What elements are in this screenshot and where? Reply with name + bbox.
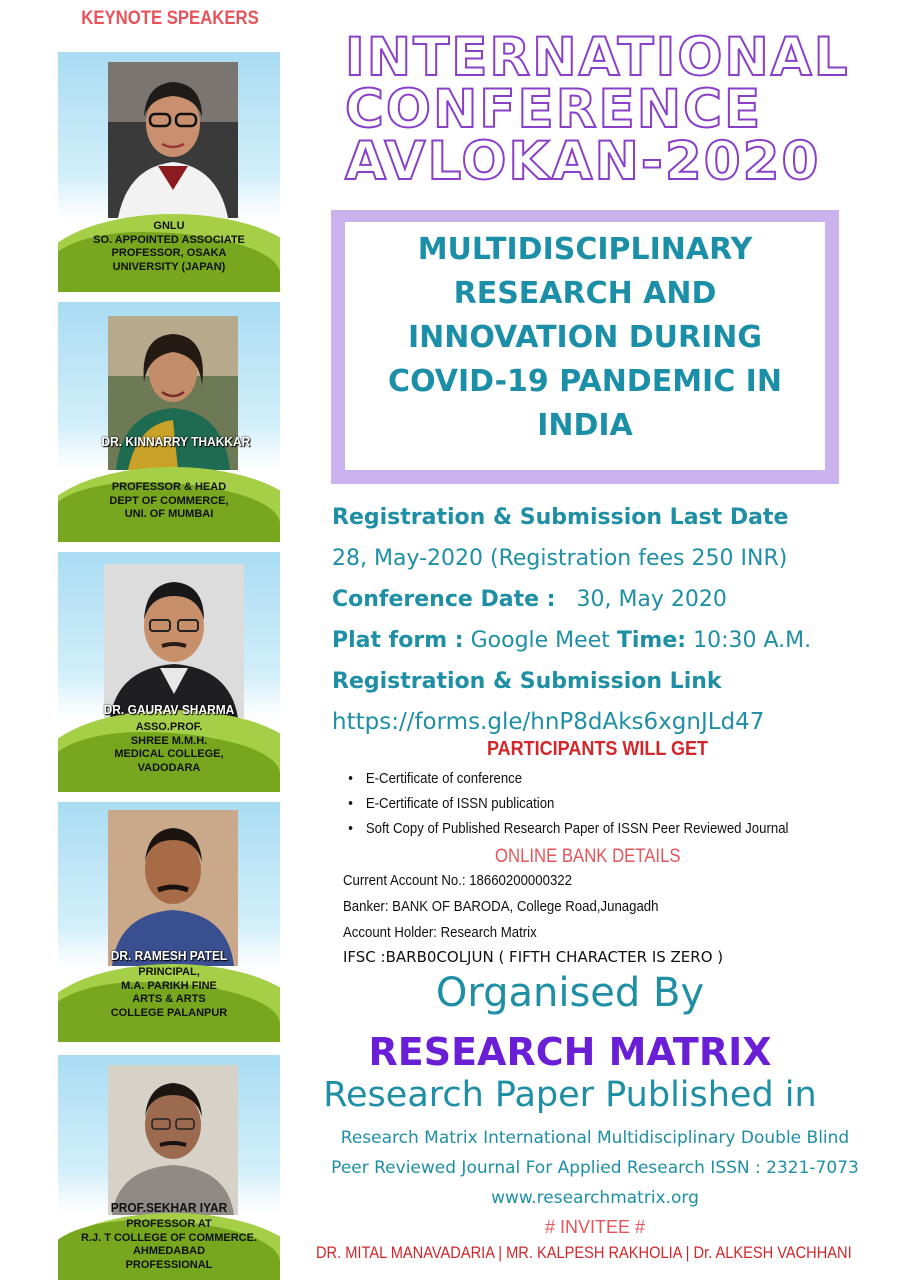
speaker-photo bbox=[108, 810, 238, 966]
speaker-name: PROF.SEKHAR IYAR bbox=[110, 1200, 228, 1215]
conference-date-value: 30, May 2020 bbox=[576, 587, 727, 612]
speaker-photo bbox=[108, 1065, 238, 1215]
bank-account: Current Account No.: 18660200000322 bbox=[343, 872, 572, 889]
time-label: Time: bbox=[616, 628, 687, 653]
speaker-card bbox=[58, 552, 280, 792]
platform-label: Plat form : bbox=[332, 628, 464, 653]
speaker-name: DR. GAURAV SHARMA bbox=[103, 702, 235, 717]
journal-line-1: Research Matrix International Multidisciplinary Double Blind bbox=[340, 1128, 850, 1148]
bank-heading: ONLINE BANK DETAILS bbox=[495, 846, 681, 867]
list-item: • E-Certificate of conference bbox=[350, 766, 788, 791]
keynote-title: KEYNOTE SPEAKERS bbox=[81, 8, 259, 29]
speaker-name: DR. RAMESH PATEL bbox=[110, 948, 228, 963]
registration-heading: Registration & Submission Last Date bbox=[332, 505, 789, 530]
list-item: • Soft Copy of Published Research Paper of ISSN Peer Reviewed Journal bbox=[350, 816, 788, 841]
time-value: 10:30 A.M. bbox=[693, 628, 812, 653]
bank-ifsc: IFSC :BARB0COLJUN ( FIFTH CHARACTER IS ZERO ) bbox=[343, 948, 724, 966]
organiser-name: RESEARCH MATRIX bbox=[368, 1030, 772, 1074]
speaker-card bbox=[58, 52, 280, 292]
conference-date bbox=[332, 587, 727, 612]
speaker-card bbox=[58, 1055, 280, 1280]
invitee-heading: # INVITEE # bbox=[544, 1217, 646, 1237]
conference-title-line2: CONFERENCE bbox=[345, 79, 763, 140]
speaker-card bbox=[58, 302, 280, 542]
journal-line-2: Peer Reviewed Journal For Applied Research ISSN : 2321-7073 bbox=[331, 1158, 859, 1178]
speaker-description: PRINCIPAL, M.A. PARIKH FINE ARTS & ARTS COLLEGE PALANPUR bbox=[110, 966, 228, 1019]
participants-heading: PARTICIPANTS WILL GET bbox=[487, 738, 708, 760]
conference-title-line1: INTERNATIONAL bbox=[345, 27, 850, 88]
speaker-description: ASSO.PROF. SHREE M.M.H. MEDICAL COLLEGE, VADODARA bbox=[114, 721, 224, 774]
bank-banker: Banker: BANK OF BARODA, College Road,Junagadh bbox=[343, 898, 659, 915]
platform-value: Google Meet bbox=[470, 628, 610, 653]
speaker-card bbox=[58, 802, 280, 1042]
link-heading: Registration & Submission Link bbox=[332, 669, 722, 694]
speaker-description: PROFESSOR AT R.J. T COLLEGE OF COMMERCE. AHMEDABAD PROFESSIONAL bbox=[80, 1218, 257, 1271]
website-link[interactable]: www.researchmatrix.org bbox=[491, 1188, 699, 1208]
bank-holder: Account Holder: Research Matrix bbox=[343, 924, 537, 941]
organised-by: Organised By bbox=[435, 970, 705, 1016]
invitee-names: DR. MITAL MANAVADARIA | MR. KALPESH RAKHOLIA | Dr. ALKESH VACHHANI bbox=[316, 1243, 852, 1262]
speaker-photo bbox=[104, 564, 244, 718]
published-in: Research Paper Published in bbox=[323, 1075, 817, 1115]
registration-link[interactable]: https://forms.gle/hnP8dAks6xgnJLd47 bbox=[332, 709, 765, 735]
speaker-description: PROFESSOR & HEAD DEPT OF COMMERCE, UNI. OF MUMBAI bbox=[109, 481, 229, 520]
conference-theme: MULTIDISCIPLINARY RESEARCH AND INNOVATION DURING COVID-19 PANDEMIC IN INDIA bbox=[388, 232, 782, 443]
participants-list bbox=[330, 766, 848, 841]
registration-date: 28, May-2020 (Registration fees 250 INR) bbox=[332, 546, 788, 571]
speaker-description: GNLU SO. APPOINTED ASSOCIATE PROFESSOR, OSAKA UNIVERSITY (JAPAN) bbox=[93, 220, 245, 273]
conference-date-label: Conference Date : bbox=[332, 587, 556, 612]
platform-line bbox=[332, 628, 811, 653]
conference-title-line3: AVLOKAN-2020 bbox=[345, 131, 821, 192]
speaker-photo bbox=[108, 62, 238, 218]
speaker-name: DR. KINNARRY THAKKAR bbox=[101, 434, 251, 449]
list-item: • E-Certificate of ISSN publication bbox=[350, 791, 788, 816]
